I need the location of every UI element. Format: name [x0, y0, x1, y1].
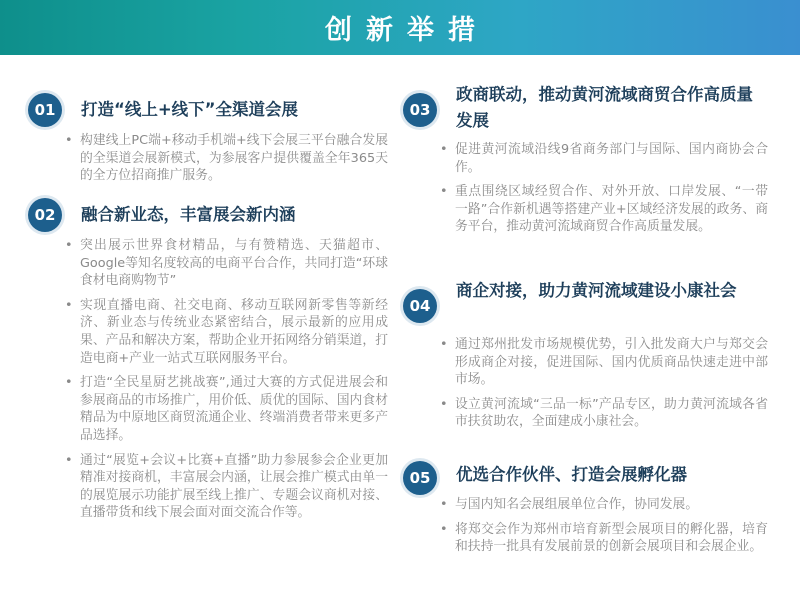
bullet-list: [439, 496, 768, 563]
section-number-badge: 02: [28, 198, 62, 232]
section-title: 打造“线上+线下”全渠道会展: [81, 100, 299, 119]
section-number-badge: 01: [28, 93, 62, 127]
bullet-list: [64, 237, 388, 529]
bullet-item: • 打造“全民星厨艺挑战赛”,通过大赛的方式促进展会和参展商品的市场推广，用价低、质优的国际、国内食材精品为中原地区商贸流通企业、终端消费者带来更多产品选择。: [64, 374, 388, 444]
section-number-badge: 03: [403, 93, 437, 127]
bullet-list: [439, 141, 768, 243]
bullet-item: • 实现直播电商、社交电商、移动互联网新零售等新经济、新业态与传统业态紧密结合，展示最新的应用成果、产品和解决方案，帮助企业开拓网络分销渠道，打造电商+产业一站式互联网服务平台。: [64, 297, 388, 367]
bullet-list: [64, 132, 388, 192]
bullet-item: • 构建线上PC端+移动手机端+线下会展三平台融合发展的全渠道会展新模式，为参展客户提供覆盖全年365天的全方位招商推广服务。: [64, 132, 388, 185]
bullet-item: • 促进黄河流域沿线9省商务部门与国际、国内商协会合作。: [439, 141, 768, 176]
page-title: 创新举措: [325, 15, 489, 46]
bullet-list: [439, 336, 768, 438]
section-number-badge: 05: [403, 461, 437, 495]
section-number-badge: 04: [403, 289, 437, 323]
section-title: 政商联动，推动黄河流域商贸合作高质量发展: [456, 85, 753, 130]
bullet-item: • 通过“展览+会议+比赛+直播”助力参展参会企业更加精准对接商机，丰富展会内涵，让展会推广模式由单一的展览展示功能扩展至线上推广、专题会议商机对接、直播带货和线下展会面对面交流合作等。: [64, 452, 388, 522]
bullet-item: • 将郑交会作为郑州市培育新型会展项目的孵化器，培育和扶持一批具有发展前景的创新会展项目和会展企业。: [439, 521, 768, 556]
bullet-item: • 通过郑州批发市场规模优势，引入批发商大户与郑交会形成商企对接，促进国际、国内优质商品快速走进中部市场。: [439, 336, 768, 389]
section-title: 优选合作伙伴、打造会展孵化器: [456, 465, 687, 484]
bullet-item: • 设立黄河流域“三品一标”产品专区，助力黄河流域各省市扶贫助农，全面建成小康社会。: [439, 396, 768, 431]
bullet-item: • 重点围绕区域经贸合作、对外开放、口岸发展、“一带一路”合作新机遇等搭建产业+区域经济发展的政务、商务平台，推动黄河流域商贸合作高质量发展。: [439, 183, 768, 236]
page-header: [0, 0, 800, 55]
bullet-item: • 突出展示世界食材精品，与有赞精选、天猫超市、Google等知名度较高的电商平台合作，共同打造“环球食材电商购物节”: [64, 237, 388, 290]
section-title: 融合新业态，丰富展会新内涵: [81, 205, 296, 224]
section-title: 商企对接，助力黄河流域建设小康社会: [456, 281, 737, 300]
bullet-item: • 与国内知名会展组展单位合作，协同发展。: [439, 496, 768, 514]
